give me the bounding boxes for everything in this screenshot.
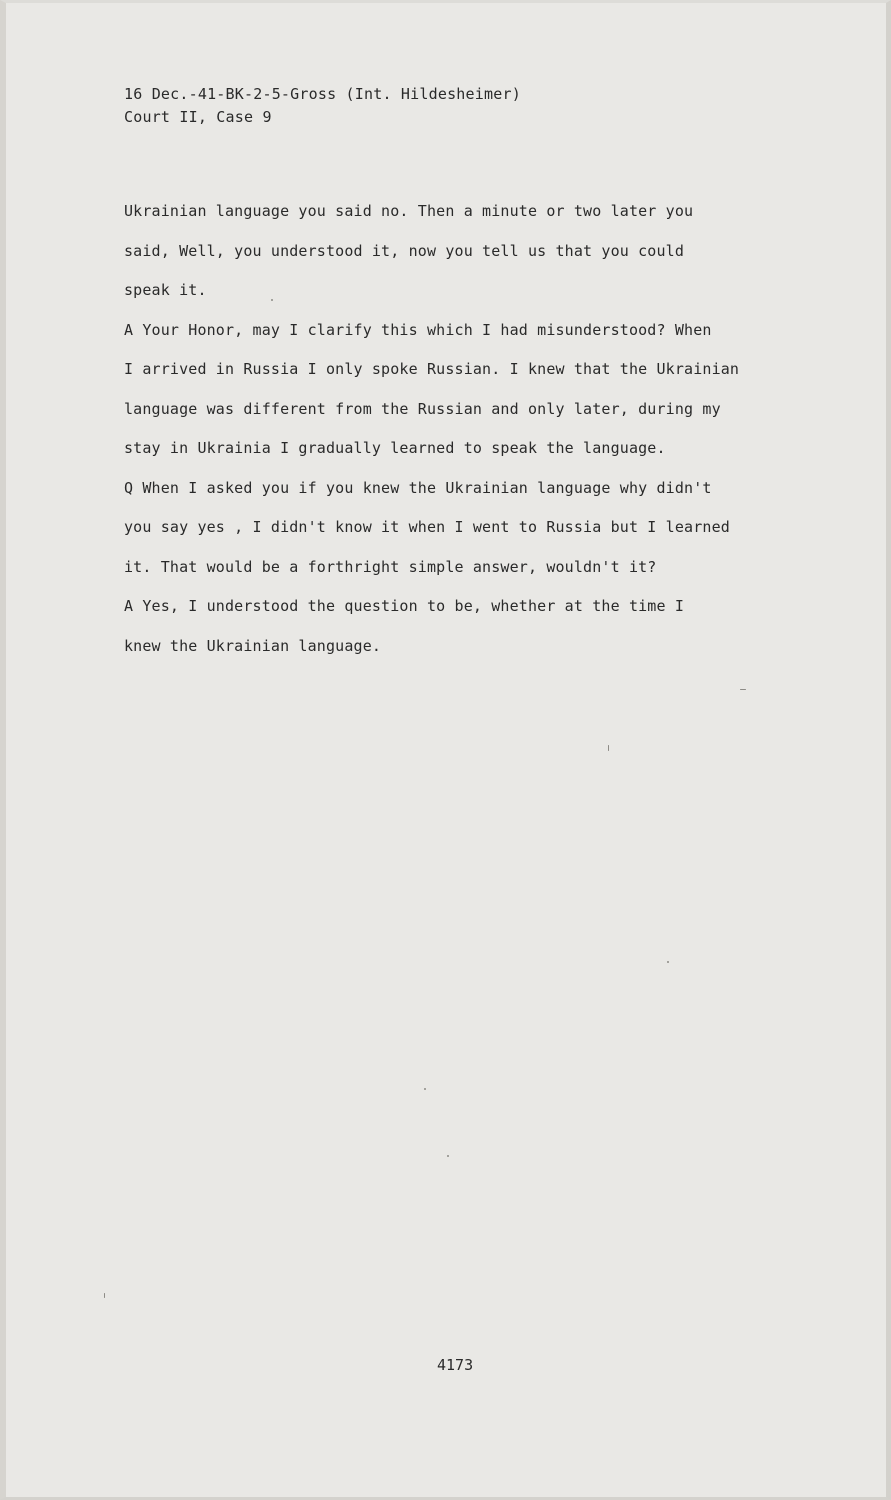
paper-speck (271, 299, 273, 301)
transcript-line: Q When I asked you if you knew the Ukrainian language why didn't (124, 478, 712, 497)
paper-speck (740, 689, 746, 690)
paper-speck (447, 1155, 449, 1157)
transcript-line: it. That would be a forthright simple answer, wouldn't it? (124, 557, 657, 576)
transcript-line: speak it. (124, 281, 207, 299)
header-date-line: 16 Dec.-41-BK-2-5-Gross (Int. Hildesheimer) (124, 85, 521, 103)
transcript-line: said, Well, you understood it, now you tell us that you could (124, 241, 685, 260)
document-header (124, 83, 744, 129)
transcript-line: you say yes , I didn't know it when I went to Russia but I learned (124, 518, 730, 536)
paper-speck (424, 1088, 426, 1090)
page-number: 4173 (437, 1356, 474, 1374)
transcript-line: I arrived in Russia I only spoke Russian. I knew that the Ukrainian (124, 360, 740, 378)
transcript-line: language was different from the Russian and only later, during my (124, 399, 721, 418)
paper-speck (667, 961, 669, 963)
transcript-body (124, 199, 804, 673)
transcript-line: stay in Ukrainia I gradually learned to speak the language. (124, 439, 666, 457)
transcript-line: Ukrainian language you said no. Then a minute or two later you (124, 202, 694, 220)
paper-speck (608, 745, 609, 751)
transcript-line: A Your Honor, may I clarify this which I had misunderstood? When (124, 320, 712, 339)
header-court-line: Court II, Case 9 (124, 108, 272, 126)
paper-speck (104, 1293, 105, 1298)
transcript-line: knew the Ukrainian language. (124, 636, 382, 655)
transcript-line: A Yes, I understood the question to be, whether at the time I (124, 597, 685, 615)
